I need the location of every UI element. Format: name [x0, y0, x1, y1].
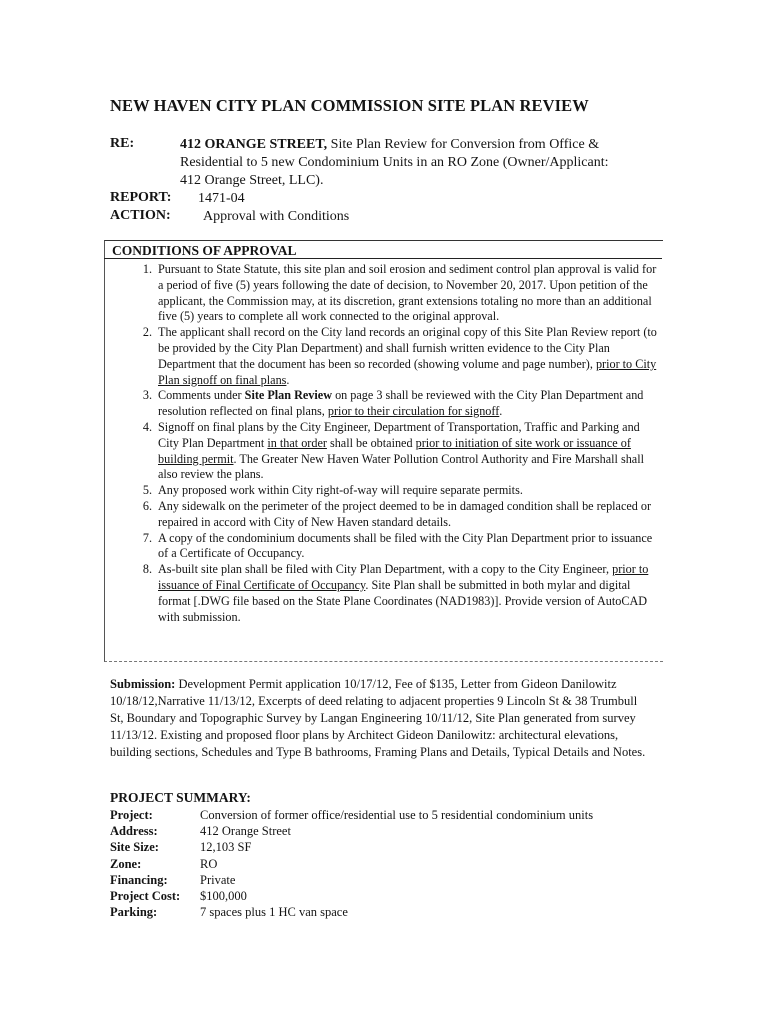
project-summary-table	[110, 807, 670, 920]
condition-text-end: .	[286, 372, 290, 387]
summary-value: Private	[200, 872, 236, 887]
re-line1: Site Plan Review for Conversion from Office &	[327, 137, 600, 152]
condition-item-8	[132, 562, 660, 625]
condition-number: 4.	[142, 419, 152, 434]
condition-text-mid: shall be obtained	[326, 435, 416, 450]
condition-item-3	[132, 388, 660, 420]
condition-underlined-text: prior to issuance of Final Certificate of Occupancy	[158, 562, 649, 592]
action-value: Approval with Conditions	[203, 209, 350, 224]
condition-text: A copy of the condominium documents shall be filed with the City Plan Department prior to issuance of a Certificate of Occupancy.	[158, 530, 653, 561]
condition-text: Comments under	[158, 388, 245, 403]
summary-value: $100,000	[200, 888, 247, 903]
summary-row-project	[110, 807, 670, 823]
summary-row-parking	[110, 904, 670, 920]
re-description	[180, 136, 660, 190]
condition-text-end: .	[499, 404, 503, 419]
summary-value: 12,103 SF	[200, 840, 252, 855]
condition-number: 2.	[142, 325, 152, 340]
summary-label: Parking:	[110, 905, 158, 920]
condition-number: 3.	[142, 388, 152, 403]
summary-row-project-cost	[110, 888, 670, 904]
summary-label: Project Cost:	[110, 888, 181, 903]
re-line3: 412 Orange Street, LLC).	[180, 173, 324, 188]
submission-paragraph	[110, 676, 650, 761]
submission-label: Submission:	[110, 677, 176, 691]
condition-underlined-text: prior to City Plan signoff on final plans	[158, 356, 657, 387]
condition-text: Any proposed work within City right-of-way will require separate permits.	[158, 483, 523, 498]
summary-label: Financing:	[110, 872, 168, 887]
re-line2: Residential to 5 new Condominium Units in an RO Zone (Owner/Applicant:	[180, 155, 609, 170]
condition-number: 5.	[142, 483, 152, 498]
condition-text: Signoff on final plans by the City Engineer, Department of Transportation, Traffic and Parking and City Plan Department	[158, 419, 640, 450]
report-label: REPORT:	[110, 190, 172, 205]
summary-row-zone	[110, 856, 670, 872]
condition-text: Pursuant to State Statute, this site plan and soil erosion and sediment control plan approval is valid for a period of five (5) years following the date of decision, to November 20, 2017. Upon petition of the applicant, the Commission may, at its discretion, grant extensions totaling no more than an additional five (5) years to complete all work connected to the original approval.	[158, 262, 657, 324]
condition-number: 7.	[142, 530, 152, 545]
summary-value: 412 Orange Street	[200, 824, 291, 839]
condition-number: 8.	[142, 562, 152, 577]
summary-label: Site Size:	[110, 840, 159, 855]
summary-row-site-size	[110, 839, 670, 855]
condition-item-6	[132, 499, 660, 531]
summary-row-financing	[110, 872, 670, 888]
conditions-list	[132, 262, 660, 625]
condition-underlined-text: prior to their circulation for signoff	[327, 404, 500, 419]
condition-text: Any sidewalk on the perimeter of the project deemed to be in damaged condition shall be replaced or repaired in accord with City of New Haven standard details.	[158, 498, 652, 529]
summary-value: RO	[200, 856, 218, 871]
summary-value: 7 spaces plus 1 HC van space	[200, 905, 348, 920]
re-address: 412 ORANGE STREET,	[180, 137, 328, 152]
project-summary-heading: PROJECT SUMMARY:	[110, 790, 251, 805]
summary-row-address	[110, 823, 670, 839]
summary-value: Conversion of former office/residential use to 5 residential condominium units	[200, 808, 594, 822]
summary-label: Project:	[110, 808, 153, 822]
condition-item-2	[132, 325, 660, 388]
re-label: RE:	[110, 136, 135, 151]
condition-text-end: . The Greater New Haven Water Pollution Control Authority and Fire Marshall shall also review the plans.	[158, 451, 644, 482]
condition-item-5	[132, 483, 660, 499]
summary-label: Zone:	[110, 856, 142, 871]
condition-bold-text: Site Plan Review	[244, 388, 333, 403]
condition-text: The applicant shall record on the City land records an original copy of this Site Plan Review report (to be provided by the City Plan Department) and shall furnish written evidence to the City Plan Department that the document has been so recorded (showing volume and page number),	[158, 325, 657, 371]
summary-label: Address:	[110, 824, 158, 839]
condition-number: 1.	[142, 262, 152, 276]
condition-item-4	[132, 420, 660, 483]
condition-text-end: . Site Plan shall be submitted in both mylar and digital format [.DWG file based on the State Plane Coordinates (NAD1983)]. Provide version of AutoCAD with submission.	[158, 577, 648, 624]
document-title: NEW HAVEN CITY PLAN COMMISSION SITE PLAN REVIEW	[110, 96, 589, 115]
condition-text: As-built site plan shall be filed with City Plan Department, with a copy to the City Engineer,	[158, 562, 613, 577]
condition-underlined-text: in that order	[267, 435, 327, 450]
conditions-heading: CONDITIONS OF APPROVAL	[112, 243, 297, 258]
condition-item-7	[132, 531, 660, 563]
condition-text-mid: on page 3 shall be reviewed with the City Plan Department and resolution reflected on final plans,	[158, 388, 644, 419]
submission-text: Development Permit application 10/17/12, Fee of $135, Letter from Gideon Danilowitz 10/18/12,Narrative 11/13/12, Excerpts of deed relating to adjacent properties 9 Lincoln St & 38 Trumbull St, Boundary and Topographic Survey by Langan Engineering 10/11/12, Site Plan generated from survey 11/13/12. Existing and proposed floor plans by Architect Gideon Danilowitz: architectural elevations, building sections, Schedules and Type B bathrooms, Framing Plans and Details, Typical Details and Notes.	[110, 677, 646, 759]
conditions-heading-rule	[104, 258, 662, 259]
condition-item-1	[132, 262, 660, 325]
action-label: ACTION:	[110, 208, 171, 223]
condition-underlined-text: prior to initiation of site work or issuance of building permit	[158, 435, 631, 466]
report-number: 1471-04	[198, 191, 245, 206]
condition-number: 6.	[142, 498, 152, 513]
